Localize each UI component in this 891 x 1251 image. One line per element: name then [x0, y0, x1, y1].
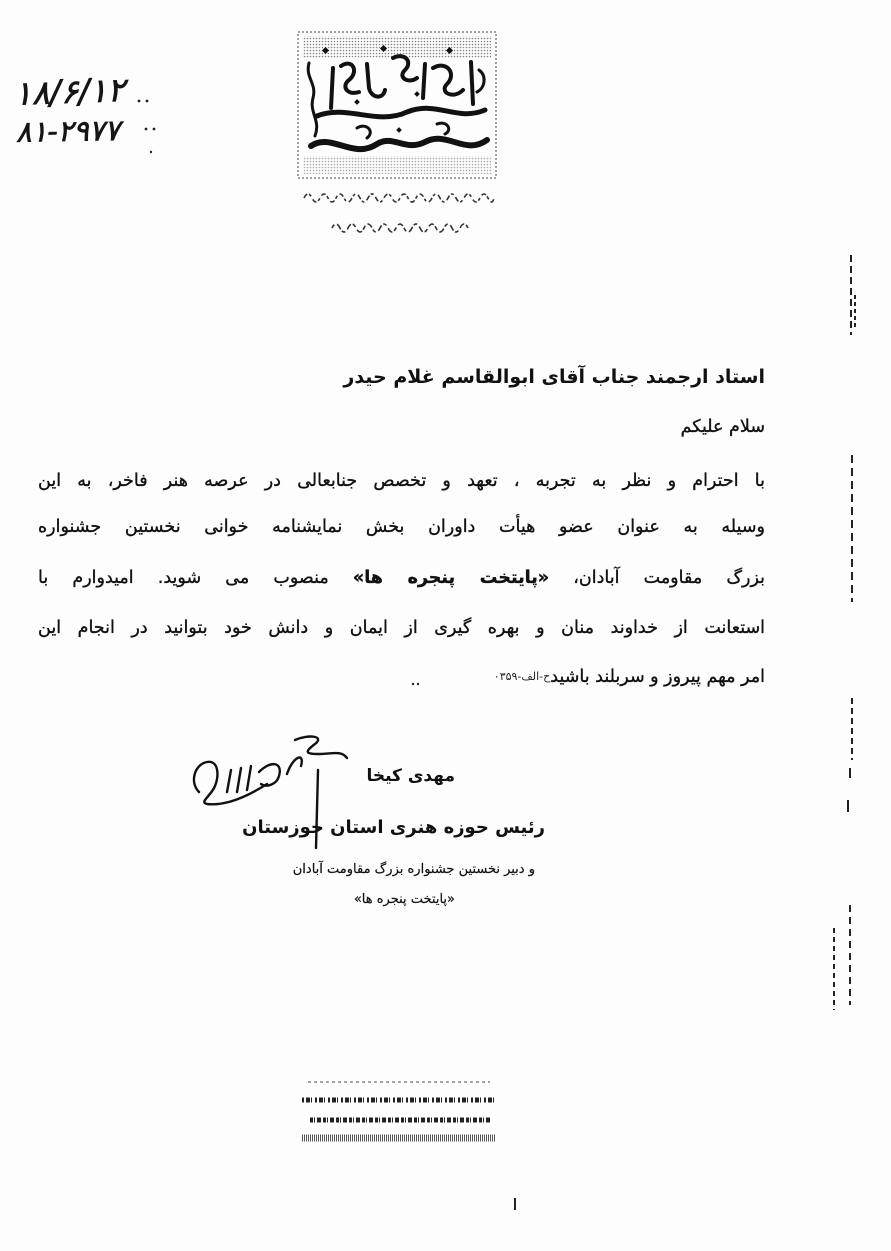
addressee-line: استاد ارجمند جناب آقای ابوالقاسم غلام حیدر — [343, 366, 765, 388]
body-line: استعانت از خداوند منان و بهره گیری از ایمان و دانش خود بتوانید در انجام این — [38, 618, 765, 638]
body-line-start: بزرگ مقاومت آبادان، — [549, 568, 765, 588]
body-line: وسیله به عنوان عضو هیأت داوران بخش نمایشنامه خوانی نخستین جشنواره — [38, 517, 765, 537]
body-line: با احترام و نظر به تجربه ، تعهد و تخصص جنابعالی در عرصه هنر فاخر، به این — [38, 471, 765, 491]
registration-stamp-code: ح-الف-۰۳۵۹ — [493, 670, 551, 683]
body-line-closing — [38, 660, 765, 694]
signatory-role: و دبیر نخستین جشنواره بزرگ مقاومت آبادان — [292, 862, 535, 877]
handwritten-reference-number: ۸۱-۲۹۷۷ — [15, 113, 121, 149]
letterhead-subtitle-marks — [302, 186, 498, 246]
letter-body — [38, 464, 765, 696]
body-line — [38, 561, 765, 595]
handwritten-date: ۱۸/۶/۱۲ — [13, 70, 126, 113]
footer-address-marks — [300, 1074, 498, 1150]
greeting: سلام علیکم — [680, 417, 765, 437]
closing-sentence: امر مهم پیروز و سربلند باشید — [550, 667, 765, 687]
festival-name-highlight: «پایتخت پنجره ها» — [352, 568, 550, 588]
signatory-title: رئیس حوزه هنری استان خوزستان — [242, 817, 545, 838]
emblem-logo — [297, 28, 497, 183]
body-line-end: منصوب می شوید. امیدوارم با — [38, 568, 353, 588]
signatory-name: مهدی کیخا — [366, 766, 455, 786]
signatory-festival-name: «پایتخت پنجره ها» — [353, 892, 455, 907]
